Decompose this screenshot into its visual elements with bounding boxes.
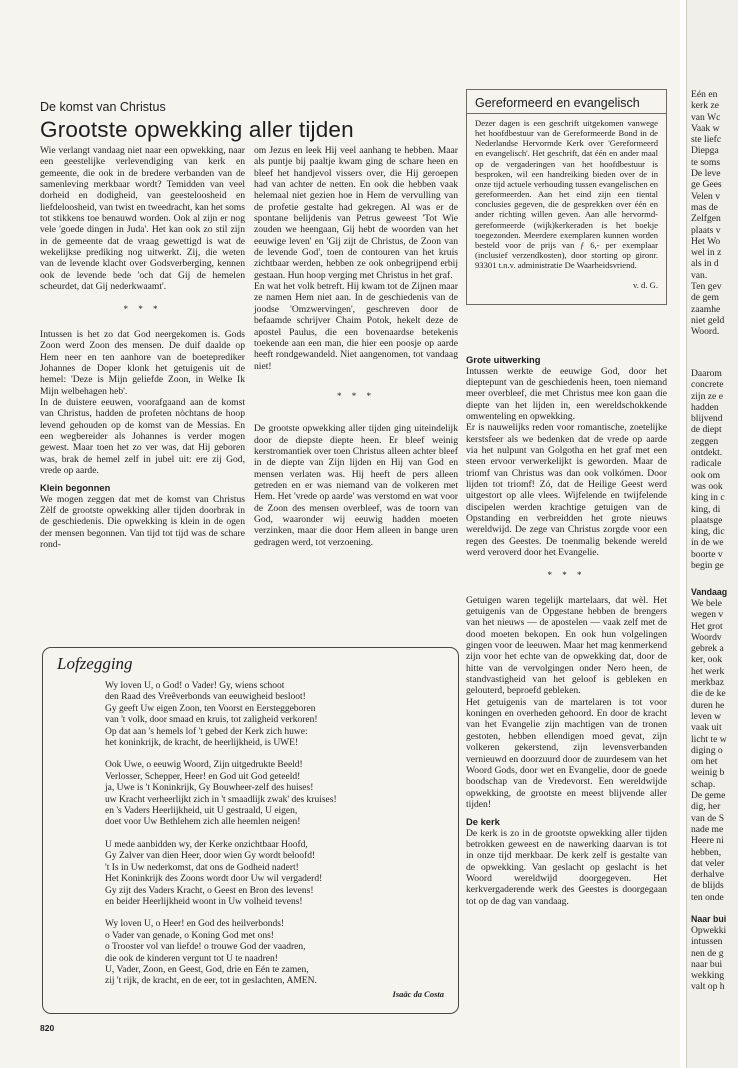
edge-text-line: ge Gees <box>691 179 722 191</box>
poem-line: zij 't rijk, de kracht, en de eer, tot in geslachten, AMEN. <box>105 976 317 987</box>
paragraph: Intussen is het zo dat God neergekomen is. Gods Zoon werd Zoon des mensen. De duif daalde op Hem neer en ten aanhore van de boeteprediker Johannes de Doper klonk het getuigenis uit de hemel: 'Deze is Mijn geliefde Zoon, in Welke Ik Mijn welbehagen heb'. <box>40 328 245 397</box>
paragraph: De grootste opwekking aller tijden ging uiteindelijk door de diepste diepte heen. Er bleef weinig kerstromantiek over toen Christus alleen achter bleef in de diepte van Zijn lijden en Hij van God en mensen verlaten was. Hij heeft de pers alleen getreden en er was niemand van de volkeren met Hem. Het 'vrede op aarde' was verstomd en wat voor de Zoon des mensen overbleef, was de toorn van God, waaronder wij eeuwig hadden moeten verzinken, maar die door Hem alleen in bange uren gedragen werd, tot verzoening. <box>254 423 458 548</box>
section-separator: * * * <box>547 570 586 581</box>
poem-line: het koninkrijk, de kracht, de heerlijkheid, is UWE! <box>105 738 299 749</box>
edge-text-line: derhalve <box>691 869 725 881</box>
adjacent-page-edge <box>686 0 738 1068</box>
edge-text-line: dig, her <box>691 801 721 813</box>
edge-text-line: Diepga <box>691 145 719 157</box>
edge-text-line: blijvend <box>691 413 723 425</box>
poem-box <box>42 647 459 1014</box>
paragraph: Er is nauwelijks reden voor romantische, zoetelijke kerstsfeer als we bedenken dat de vrede op aarde via het nulpunt van Golgotha en het graf met een steen ervoor verwerkelijkt is geworden. Maar de triomf van Christus was dan ook volkómen. Door lijden tot triomf! Zó, dat de Heilige Geest werd uitgestort op alle vlees. Wijfelende en twijfelende discipelen werden krachtige getuigen van de Opstanding en verbreidden het grote nieuws wereldwijd. De zege van Christus zorgde voor een regen des Geestes. De toenmalig bekende wereld werd veroverd door het Evangelie. <box>466 422 667 558</box>
edge-text-line: Zelfgen <box>691 213 721 225</box>
section-separator: * * * <box>337 390 375 401</box>
article-column-3 <box>466 354 667 907</box>
edge-text-line: kerk ze <box>691 100 719 112</box>
edge-text-line: van. <box>691 269 708 281</box>
edge-text-line: van Wc <box>691 111 721 123</box>
edge-text-line: Eén en <box>691 89 718 100</box>
paragraph: Getuigen waren tegelijk martelaars, dat wèl. Het getuigenis van de Opgestane hebben de brengers van het nieuws — de apostelen — vaak zelf met de dood moeten bekopen. En ook hun volgelingen gingen voor de leeuwen. Maar het mag kenmerkend zijn voor het echte van de opwekking dat, door de hitte van de vervolgingen onder Nero heen, de standvastigheid van het geloof is gebleken en gelouterd, beproefd gebleken. <box>466 594 667 697</box>
edge-text-line: Woord. <box>691 326 720 338</box>
sidebar-signature: v. d. G. <box>633 280 658 291</box>
edge-text-line: Vaak w <box>691 122 720 134</box>
poem-line: Wy loven U, o Heer! en God des heilverbonds! <box>105 919 285 930</box>
edge-text-line: Heere ni <box>691 835 724 847</box>
edge-text-line: Opwekki <box>691 925 727 936</box>
edge-text-line: van de S <box>691 812 725 824</box>
edge-text-line: zaamhe <box>691 303 721 315</box>
edge-text-line: ker, ook <box>691 654 723 666</box>
poem-line: 't Is in Uw nederkomst, dat ons de Godheid nadert! <box>105 862 299 873</box>
edge-text-line: weinig b <box>691 767 725 779</box>
poem-line: Op dat aan 's hemels lof 't gebed der Kerk zich huwe: <box>105 726 308 737</box>
edge-text-line: te soms <box>691 156 721 168</box>
edge-text-line: naar bui <box>691 958 723 970</box>
paragraph: In de duistere eeuwen, voorafgaand aan de komst van Christus, hadden de profeten nòchtans de hoop levend gehouden op de komst van de Messias. En een wegbereider als Johannes is verder mogen gewest. Maar toen het zo ver was, dat Hij geboren was, brak de hemel zelf in jubel uit: ere zij God, vrede op aarde. <box>40 396 245 476</box>
edge-text-line: mas de <box>691 201 718 213</box>
poem-line: den Raad des Vreêverbonds van eeuwigheid besloot! <box>105 692 306 703</box>
edge-text-line: ontdekt. <box>691 447 723 459</box>
poem-stanza <box>105 840 337 908</box>
poem-line: Gy zijt des Vaders Kracht, o Geest en Bron des levens! <box>105 885 314 896</box>
edge-text-line: merkbaz <box>691 677 725 689</box>
edge-text-line: king, dic <box>691 526 725 538</box>
edge-text-line: de gem <box>691 292 719 304</box>
poem-line: Gy geeft Uw eigen Zoon, ten Voorst en Eersteggeboren <box>105 703 316 714</box>
edge-text-line: vaak uit <box>691 722 722 734</box>
edge-column-part-2 <box>691 368 738 571</box>
paragraph: Het getuigenis van de martelaren is tot voor koningen en overheden gehoord. En door de kracht van het Evangelie zijn machtigen van de tronen gestoten, hebben ellendigen moed gevat, zijn volkeren gekerstend, zijn levensverbanden vernieuwd en doorzuurd door de zuurdesem van het Woord Gods, door wet en Evangelie, door de goede boodschap van de Vredevorst. Een wereldwijde opwekking, de grootste en meest blijvende aller tijden! <box>466 696 667 810</box>
poem-line: en 's Vaders Heerlijkheid, uit U gestraald, U eigen, <box>105 806 298 817</box>
poem-line: die ook de kinderen vergunt tot U te naadren! <box>105 953 278 964</box>
edge-text-line: Het Wo <box>691 235 721 247</box>
edge-column-part-1 <box>691 89 738 338</box>
edge-text-line: nen de g <box>691 947 724 959</box>
edge-text-line: hadden <box>691 401 719 413</box>
poem-line: uw Kracht verheerlijkt zich in 't smaadlijk zwak' des kruises! <box>105 794 337 805</box>
edge-text-line: wekking <box>691 970 725 982</box>
edge-text-line: zijn ze e <box>691 390 723 402</box>
edge-text-line: de diept <box>691 424 722 436</box>
edge-subheading: Vandaag <box>691 587 728 597</box>
edge-column-part-3 <box>691 598 738 903</box>
edge-text-line: Woordv <box>691 631 722 643</box>
edge-text-line: hebben, <box>691 846 722 858</box>
article-headline: Grootste opwekking aller tijden <box>40 117 354 142</box>
page-number: 820 <box>40 1023 55 1033</box>
edge-text-line: leven w <box>691 710 722 722</box>
poem-line: Wy loven U, o God! o Vader! Gy, wiens schoot <box>105 681 285 691</box>
poem-line: U, Vader, Zoon, en Geest, God, drie en Eén te zamen, <box>105 964 309 975</box>
edge-text-line: ste liefc <box>691 134 722 146</box>
edge-text-line: om het <box>691 756 718 768</box>
edge-text-line: schap. <box>691 778 716 790</box>
poem-line: U mede aanbidden wy, der Kerke onzichtbaar Hoofd, <box>105 839 308 850</box>
poem-stanza <box>105 919 337 987</box>
poem-line: o Vader van genade, o Koning God met ons! <box>105 930 274 941</box>
edge-text-line: als in d <box>691 258 719 270</box>
edge-text-line: intussen <box>691 936 723 948</box>
poem-line: Ook Uwe, o eeuwig Woord, Zijn uitgedrukte Beeld! <box>105 760 303 771</box>
edge-text-line: dat veler <box>691 857 725 869</box>
poem-line: ja, Uwe is 't Koninkrijk, Gy Bouwheer-zelf des huises! <box>105 783 314 794</box>
subheading: Grote uitwerking <box>466 354 541 365</box>
edge-text-line: We bele <box>691 598 722 609</box>
paragraph: Wie verlangt vandaag niet naar een opwekking, naar een geestelijke verlevendiging van kerk en gemeente, die ook in de bredere verbanden van de samenleving merkbaar wordt? Temidden van veel dorheid en dodigheid, van geesteloosheid en liefdeloosheid, van twist en tweedracht, kan het soms tot stikkens toe benauwd worden. Ook al zijn er nog vele 'goede dingen in Juda'. Het kan ook zo stil zijn in de gemeente dat de vraag gewettigd is wat de wekelijkse prediking nog uitwerkt. Zij, die weten van de levende klacht over Godsverberging, kennen ook de levende bede 'och dat Gij de hemelen scheurdet, dat Gij nederkwaamt'. <box>40 145 245 293</box>
paragraph: En wat het volk betreft. Hij kwam tot de Zijnen maar ze namen Hem niet aan. In de geschiedenis van de joodse 'Omzwervingen', geschreven door de befaamde schrijver Chaim Potok, hekelt deze de apostel Paulus, die een bovenaardse betekenis toekende aan een man, die hier een poosje op aarde heeft rondgewandeld. Niet aangenomen, tot vandaag niet! <box>254 281 458 372</box>
edge-text-line: was ook <box>691 480 723 492</box>
edge-text-line: niet geld <box>691 314 725 326</box>
edge-text-line: het werk <box>691 665 725 677</box>
poem-stanza <box>105 681 337 749</box>
edge-text-line: in de we <box>691 537 724 549</box>
paragraph: Intussen werkte de eeuwige God, door het dieptepunt van de geschiedenis heen, toen niemand meer overbleef, die met Christus mee kon gaan die diepte van het lijden in, een wereldschokkende omwenteling en opwekking. <box>466 365 667 422</box>
edge-text-line: De geme <box>691 790 726 802</box>
edge-text-line: begin ge <box>691 560 724 572</box>
edge-text-line: king in c <box>691 492 725 504</box>
poem-author: Isaäc da Costa <box>392 989 444 999</box>
edge-text-line: wel in z <box>691 247 722 259</box>
poem-line: Het Koninkrijk des Zoons wordt door Uw wil vergaderd! <box>105 874 323 885</box>
edge-text-line: plaats v <box>691 224 721 236</box>
edge-text-line: licht te w <box>691 733 727 745</box>
edge-text-line: Het grot <box>691 620 723 632</box>
article-column-2 <box>254 145 458 548</box>
edge-text-line: nade me <box>691 823 724 835</box>
edge-text-line: king, di <box>691 503 721 515</box>
sidebar-title: Gereformeerd en evangelisch <box>467 96 666 114</box>
poem-line: Gy Zalver van dien Heer, door wien Gy wordt beloofd! <box>105 851 316 862</box>
edge-text-line: Velen v <box>691 190 721 202</box>
poem-line: o Trooster vol van liefde! o trouwe God der vaadren, <box>105 942 306 953</box>
poem-stanza <box>105 760 337 828</box>
paragraph: De kerk is zo in de grootste opwekking aller tijden betrokken geweest en de nawerking daarvan is tot in onze tijd merkbaar. De kerk zelf is gestalte van de opwekking. Van geslacht op geslacht is het Woord wereldwijd doorgegeven. Het kerkvergaderende werk des Geestes is doorgegaan tot op de dag van vandaag. <box>466 827 667 907</box>
poem-line: en beider Heerlijkheid woont in Uw volheid tevens! <box>105 896 303 907</box>
subheading: Klein begonnen <box>40 482 111 494</box>
edge-text-line: de blijds <box>691 880 724 892</box>
poem-text <box>105 681 337 999</box>
paragraph: om Jezus en leek Hij veel aanhang te hebben. Maar als puntje bij paaltje kwam ging de schare heen en bleef het handjevol vissers over, die Hij geroepen had van achter de netten. En ook die hebben vaak helemaal niet gezien hoe in Hem de vervulling van de profetie gestalte had gekregen. Al was er de spontane belijdenis van Petrus geweest 'Tot Wie zouden we heengaan, Gij hebt de woorden van het eeuwige leven' en 'Gij zijt de Christus, de Zoon van de levende God', toen de contouren van het kruis zichtbaar werden, hebben ze ook onbegrijpend erbij gestaan. Hun hoop verging met Christus in het graf. <box>254 145 458 281</box>
edge-subheading: Naar bui <box>691 914 727 924</box>
article-column-1 <box>40 145 245 551</box>
edge-text-line: Ten gev <box>691 281 722 293</box>
edge-text-line: ook om <box>691 469 721 481</box>
poem-line: doet voor Uw Bethlehem zich alle heemlen neigen! <box>105 817 301 828</box>
edge-text-line: De leve <box>691 168 721 180</box>
edge-text-line: die de ke <box>691 688 726 700</box>
edge-text-line: radicale <box>691 458 722 470</box>
edge-text-line: zeggen <box>691 435 719 447</box>
edge-text-line: plaatsge <box>691 514 723 526</box>
edge-text-line: ten onde <box>691 891 724 903</box>
edge-text-line: duren he <box>691 699 725 711</box>
edge-text-line: diging o <box>691 744 723 756</box>
article-kicker: De komst van Christus <box>40 100 166 114</box>
edge-text-line: Daarom <box>691 368 722 379</box>
paragraph: We mogen zeggen dat met de komst van Christus Zèlf de grootste opwekking aller tijden doorbrak in de geschiedenis. Die opwekking is klein in de ogen der mensen begonnen. Van tijd tot tijd was de schare rond- <box>40 493 245 551</box>
poem-line: Verlosser, Schepper, Heer! en God uit God geteeld! <box>105 771 301 782</box>
poem-line: van 't volk, door smaad en kruis, tot zaligheid verkoren! <box>105 715 318 726</box>
edge-text-line: concrete <box>691 379 724 391</box>
subheading: De kerk <box>466 816 500 828</box>
poem-title: Lofzegging <box>57 654 133 673</box>
edge-text-line: boorte v <box>691 548 723 560</box>
edge-text-line: wegen v <box>691 609 724 621</box>
sidebar-body: Dezer dagen is een geschrift uitgekomen vanwege het hoofdbestuur van de Gereformeerde Bond in de Nederlandse Hervormde Kerk over 'Gereformeerd en evangelisch'. Het geschrift, dat één en ander maal op de vergaderingen van het hoofdbestuur is besproken, wil een handreiking bieden over de in onze tijd actuele verhouding tussen evangelischen en gereformeerden. Aan het eind zijn een tiental conclusies gegeven, die de gesprekken over één en ander richting willen geven. Aan alle hervormd-gereformeerde (wijk)kerkeraden is het boekje toegezonden. Meerdere exemplaren kunnen worden besteld voor de prijs van ƒ 6,- per exemplaar (inclusief verzendkosten), door storting op gironr. 93301 t.n.v. administratie De Waarheidsvriend. <box>475 118 658 271</box>
edge-column-part-4 <box>691 925 738 993</box>
section-separator: * * * <box>123 304 162 315</box>
sidebar-box <box>466 89 667 305</box>
edge-text-line: valt op h <box>691 981 725 993</box>
edge-text-line: gebrek a <box>691 643 724 655</box>
